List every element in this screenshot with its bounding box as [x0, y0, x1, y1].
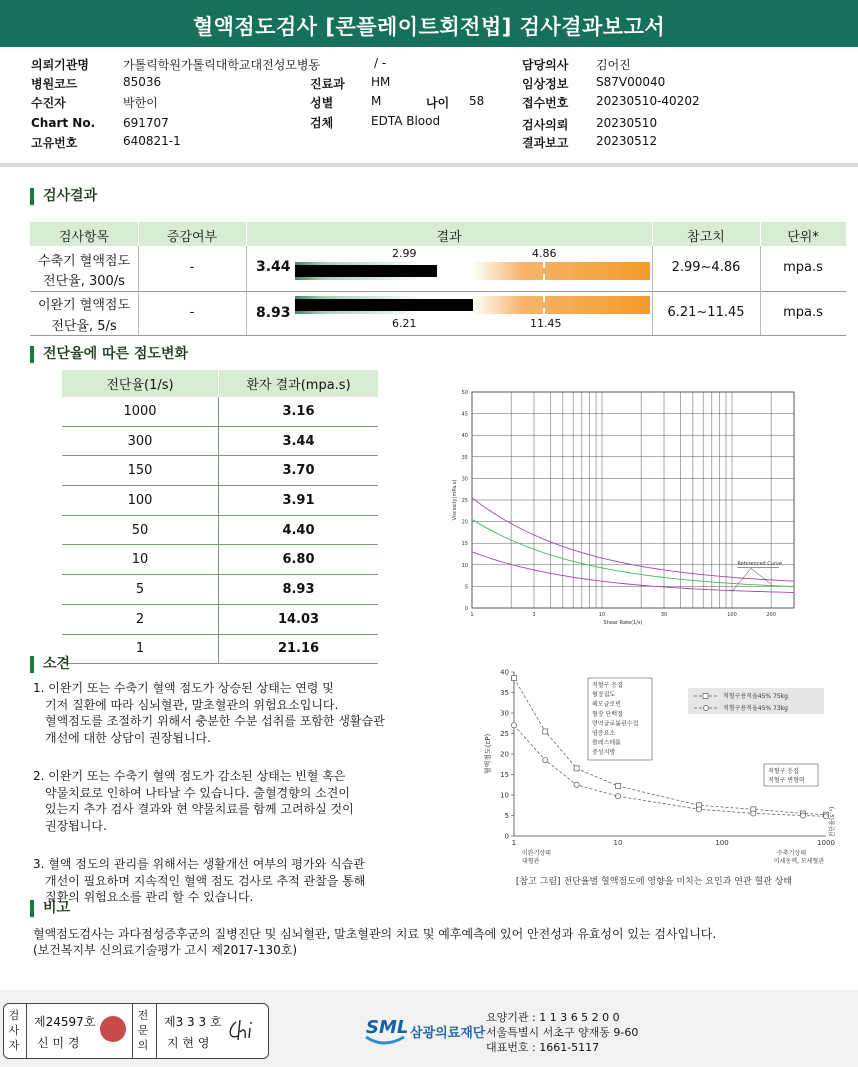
bar-low-label: 6.21 — [392, 317, 417, 330]
shear-rate: 100 — [62, 486, 219, 516]
change-flag: - — [189, 305, 195, 320]
patient-label: 수진자 — [31, 96, 66, 110]
report-title: 혈액점도검사 [콘플레이트회전법] 검사결과보고서 — [0, 0, 858, 47]
dept: HM — [371, 75, 391, 89]
shear-row — [62, 426, 378, 456]
summary-line: 질환의 위험요소를 관리 할 수 있습니다. — [45, 890, 254, 904]
expert-name: 지 현 영 — [167, 1036, 210, 1050]
right-state-label: 수축기상태 — [777, 850, 806, 857]
shear-row — [62, 545, 378, 575]
summary-line: 기저 질환에 따라 심뇌혈관, 말초혈관의 위험요소입니다. — [45, 697, 339, 712]
shear-rate: 5 — [62, 575, 219, 605]
summary-item-3 — [33, 856, 453, 906]
y-tick-label: 30 — [461, 476, 468, 483]
series-marker — [616, 783, 621, 788]
left-state-label: 이완기상태 — [522, 850, 551, 857]
age: 58 — [469, 94, 485, 108]
summary-line: 1. 이완기 또는 수축기 혈액 점도가 상승된 상태는 연령 및 — [33, 681, 334, 695]
series-marker — [800, 813, 805, 818]
remark-line: (보건복지부 신의료기술평가 고시 제2017-130호) — [33, 943, 298, 957]
shear-row — [62, 456, 378, 486]
org-address: 서울특별시 서초구 양재동 9-60 — [486, 1026, 639, 1039]
bar-high-label: 4.86 — [532, 247, 557, 260]
header-unit: 단위* — [787, 230, 819, 245]
shear-row — [62, 397, 378, 426]
figure-caption: [참고 그림] 전단율별 혈액점도에 영향을 미치는 요인과 연관 혈관 상태 — [515, 877, 793, 887]
x-tick-label: 10 — [613, 839, 623, 847]
patient-name: 박한이 — [123, 96, 158, 110]
summary-item-2 — [33, 768, 453, 834]
y-tick-label: 15 — [461, 541, 468, 548]
reference-range: 6.21~11.45 — [667, 305, 745, 320]
legend-label: 적혈구용적율45% 75kg — [723, 693, 788, 700]
shear-rate: 150 — [62, 456, 219, 486]
legend-label: 적혈구용적율45% 73kg — [723, 705, 788, 712]
x-tick-label: 100 — [727, 612, 737, 618]
right-axis-label: 전단율(s⁻¹) — [829, 806, 836, 838]
x-tick-label: 1000 — [817, 839, 835, 847]
series-marker — [696, 807, 701, 812]
result-row-systolic — [30, 246, 846, 292]
logo-text: SML — [366, 1017, 409, 1038]
age-label: 나이 — [426, 96, 450, 110]
bar-low-label: 2.99 — [392, 247, 417, 260]
shear-rate: 2 — [62, 604, 219, 634]
y-tick-label: 20 — [461, 519, 468, 526]
y-axis-label: 혈액점도(cP) — [484, 733, 492, 775]
y-tick-label: 5 — [504, 812, 509, 820]
shear-rate: 1 — [62, 634, 219, 664]
summary-heading: 소견 — [30, 656, 70, 673]
y-tick-label: 5 — [464, 584, 468, 591]
unique-label: 고유번호 — [31, 136, 78, 150]
x-tick-label: 100 — [715, 839, 729, 847]
chart-number: 691707 — [123, 116, 169, 130]
tester-license: 제24597호 — [34, 1015, 96, 1029]
report-label: 결과보고 — [522, 136, 569, 150]
expert-label: 전문의 — [137, 1009, 149, 1052]
remark-line: 혈액점도검사는 과다점성증후군의 질병진단 및 심뇌혈관, 말초혈관의 치료 및 예후예측에 있어 안전성과 유효성이 있는 검사입니다. — [33, 927, 717, 941]
summary-line: 개선이 필요하며 지속적인 혈액 점도 검사로 추적 관찰을 통해 — [45, 873, 366, 888]
x-tick-label: 10 — [598, 612, 606, 618]
summary-line: 약물치료로 인하여 나타날 수 있습니다. 출혈경향의 소견이 — [45, 785, 350, 800]
info-block — [0, 0, 858, 160]
request-date: 20230510 — [596, 116, 658, 130]
y-tick-label: 20 — [500, 750, 509, 759]
shear-rate: 50 — [62, 515, 219, 545]
shear-viscosity: 3.91 — [219, 486, 379, 516]
series-marker — [751, 811, 756, 816]
y-tick-label: 10 — [461, 562, 468, 569]
summary-text — [33, 680, 453, 906]
sex-label: 성별 — [310, 96, 334, 110]
factor-label: 염증요소 — [592, 730, 616, 737]
signature-icon — [226, 1018, 262, 1044]
org-info — [486, 1010, 638, 1055]
series-marker — [574, 766, 579, 771]
y-tick-label: 40 — [461, 433, 468, 440]
x-tick-label: 30 — [660, 612, 668, 618]
shear-row — [62, 604, 378, 634]
x-tick-label: 1 — [470, 612, 474, 618]
series-marker — [615, 794, 620, 799]
shear-row — [62, 634, 378, 664]
bar-high-label: 11.45 — [530, 317, 562, 330]
clinical-label: 임상정보 — [522, 77, 569, 91]
shear-row — [62, 515, 378, 545]
ward: / - — [374, 56, 387, 70]
shear-heading: 전단율에 따른 점도변화 — [30, 346, 188, 363]
results-table — [30, 222, 846, 336]
receipt-label: 접수번호 — [522, 96, 569, 110]
header-result: 결과 — [436, 230, 462, 245]
result-value: 8.93 — [256, 305, 291, 321]
doctor-label: 담당의사 — [522, 58, 569, 72]
series-marker — [543, 758, 548, 763]
shear-viscosity: 3.44 — [219, 426, 379, 456]
annotation-label: Referenced Curve — [737, 560, 783, 567]
x-tick-label: 1 — [511, 839, 517, 847]
result-row-diastolic — [30, 291, 846, 336]
series-marker — [511, 723, 516, 728]
shear-viscosity: 21.16 — [219, 634, 379, 664]
factor-label: 혈장점도 — [592, 691, 616, 699]
org-code: 요양기관 : 1 1 3 6 5 2 0 0 — [486, 1011, 620, 1024]
y-tick-label: 0 — [464, 606, 468, 612]
factor-label: 면역글로불린수집 — [592, 720, 639, 728]
org-name: 삼광의료재단 — [410, 1026, 486, 1041]
y-tick-label: 10 — [500, 791, 509, 800]
series-marker — [574, 782, 579, 787]
y-tick-label: 25 — [500, 730, 509, 738]
dept-label: 진료과 — [310, 77, 345, 91]
x-axis-label: Shear Rate(1/s) — [603, 620, 643, 626]
change-flag: - — [189, 260, 195, 275]
header-change: 증감여부 — [166, 230, 218, 245]
expert-license: 제3 3 3 호 — [164, 1015, 222, 1029]
report-date: 20230512 — [596, 134, 658, 148]
chart-label: Chart No. — [31, 116, 96, 130]
result-bar-fill — [295, 265, 437, 277]
y-tick-label: 0 — [504, 832, 509, 841]
results-heading: 검사결과 — [30, 188, 97, 205]
factor-label: 적혈구 응집 — [768, 768, 799, 775]
y-tick-label: 25 — [461, 498, 468, 504]
y-tick-label: 35 — [461, 454, 468, 461]
org-phone: 대표번호 : 1661-5117 — [486, 1041, 600, 1054]
institution-label: 의뢰기관명 — [31, 58, 89, 72]
item-name: 이완기 혈액점도 — [37, 298, 131, 313]
x-tick-label: 200 — [766, 612, 776, 618]
series-marker — [823, 814, 828, 819]
shear-row — [62, 575, 378, 605]
summary-line: 혈액점도를 조절하기 위해서 충분한 수분 섭취를 포함한 생활습관 — [45, 714, 385, 728]
shear-viscosity: 8.93 — [219, 575, 379, 605]
legend-marker — [703, 694, 708, 699]
reference-range: 2.99~4.86 — [671, 260, 741, 275]
seal-icon — [100, 1016, 126, 1042]
clinical-info: S87V00040 — [596, 75, 666, 89]
tester-label: 검사자 — [8, 1009, 20, 1052]
factor-label: 적혈구 응집 — [592, 682, 623, 689]
y-axis-label: Viscosity(mPa.s) — [452, 479, 458, 521]
series-marker — [512, 676, 517, 681]
item-shear: 전단율, 300/s — [43, 274, 125, 289]
summary-line: 2. 이완기 또는 수축기 혈액 점도가 감소된 상태는 빈혈 혹은 — [33, 769, 346, 783]
doctor: 김어진 — [596, 58, 631, 72]
shear-viscosity: 6.80 — [219, 545, 379, 575]
y-tick-label: 40 — [500, 668, 509, 677]
factor-label: 중성지방 — [592, 749, 616, 757]
reference-figure — [478, 668, 838, 890]
shear-rate: 1000 — [62, 397, 219, 426]
shear-viscosity: 14.03 — [219, 604, 379, 634]
item-shear: 전단율, 5/s — [51, 319, 117, 334]
institution: 가톨릭학원가톨릭대학교대전성모병동 — [123, 58, 321, 72]
unit: mpa.s — [783, 260, 823, 275]
request-label: 검사의뢰 — [522, 118, 569, 132]
shear-row — [62, 486, 378, 516]
summary-line: 3. 혈액 점도의 관리를 위해서는 생활개선 여부의 평가와 식습관 — [33, 857, 365, 871]
tester-name: 신 미 경 — [37, 1036, 80, 1050]
y-tick-label: 45 — [461, 411, 468, 418]
sml-logo — [364, 1009, 409, 1051]
factor-label: 헤모글로빈 — [592, 701, 621, 709]
header-reference: 참고치 — [687, 230, 725, 245]
signature-box — [3, 1003, 269, 1059]
factor-box — [588, 678, 652, 760]
shear-table — [62, 370, 378, 664]
unit: mpa.s — [783, 305, 823, 320]
factor-label: 콜레스테롤 — [592, 739, 621, 747]
hospital-code-label: 병원코드 — [31, 77, 78, 91]
factor-label: 적혈구 변형력 — [768, 777, 805, 784]
remark-text — [33, 926, 716, 958]
y-tick-label: 30 — [500, 709, 509, 718]
shear-viscosity: 3.16 — [219, 397, 379, 426]
receipt-number: 20230510-40202 — [596, 94, 700, 108]
shear-rate: 300 — [62, 426, 219, 456]
x-tick-label: 3 — [532, 612, 536, 618]
item-name: 수축기 혈액점도 — [37, 254, 131, 269]
sex: M — [371, 94, 382, 108]
unique-number: 640821-1 — [123, 134, 181, 148]
shear-header-rate: 전단율(1/s) — [62, 370, 219, 397]
right-vessel-label: 미세동맥, 모세혈관 — [773, 858, 824, 865]
left-vessel-label: 대혈관 — [522, 858, 540, 865]
specimen-label: 검체 — [310, 116, 334, 130]
y-tick-label: 50 — [461, 390, 468, 396]
viscosity-curve-chart — [448, 384, 798, 632]
y-tick-label: 15 — [500, 771, 509, 779]
factor-label: 혈장 단백질 — [592, 710, 623, 718]
shear-header-result: 환자 결과(mpa.s) — [219, 370, 379, 397]
shear-viscosity: 3.70 — [219, 456, 379, 486]
legend-marker — [704, 706, 709, 711]
result-value: 3.44 — [256, 259, 291, 275]
series-marker — [543, 729, 548, 734]
shear-rate: 10 — [62, 545, 219, 575]
specimen: EDTA Blood — [371, 114, 441, 128]
divider — [0, 163, 858, 167]
summary-line: 개선에 대한 상담이 권장됩니다. — [45, 730, 211, 745]
hospital-code: 85036 — [123, 75, 162, 89]
shear-viscosity: 4.40 — [219, 515, 379, 545]
header-item: 검사항목 — [58, 230, 110, 245]
y-tick-label: 35 — [500, 689, 509, 697]
summary-line: 있는지 추가 검사 결과와 현 약물치료를 함께 고려하실 것이 — [45, 802, 354, 816]
result-bar-fill — [295, 299, 473, 311]
remark-heading: 비고 — [30, 900, 70, 917]
summary-item-1 — [33, 680, 453, 746]
summary-line: 권장됩니다. — [45, 818, 107, 833]
